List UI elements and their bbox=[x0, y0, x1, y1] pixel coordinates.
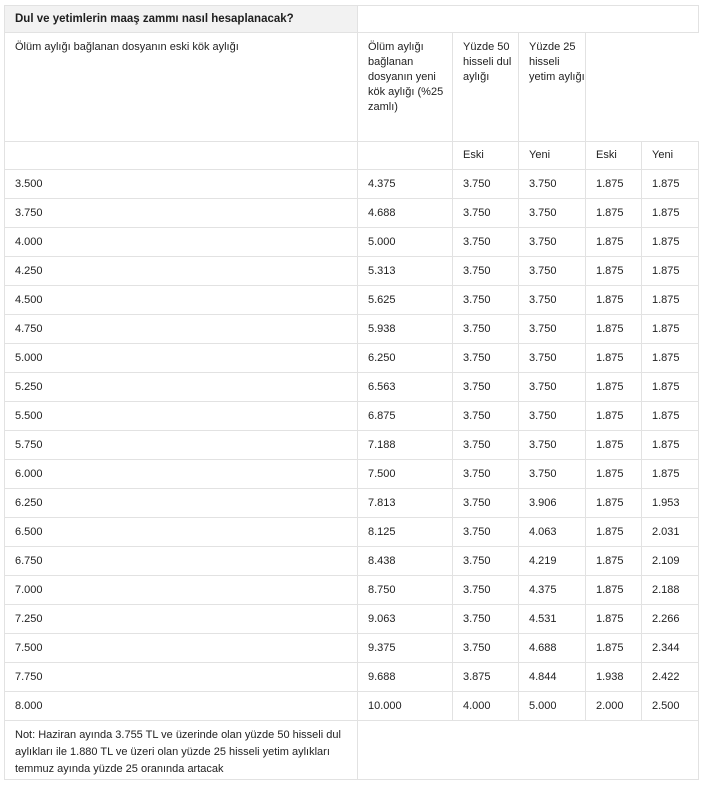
old-root-salary-cell: 4.750 bbox=[5, 315, 358, 344]
old-root-salary-cell: 4.000 bbox=[5, 228, 358, 257]
subheader-empty-1 bbox=[5, 142, 358, 170]
orphan-new-cell: 2.109 bbox=[642, 547, 699, 576]
new-root-salary-cell: 9.063 bbox=[358, 605, 453, 634]
orphan-new-cell: 2.422 bbox=[642, 663, 699, 692]
widow-old-cell: 3.750 bbox=[453, 489, 519, 518]
widow-old-cell: 3.750 bbox=[453, 257, 519, 286]
widow-new-cell: 3.750 bbox=[519, 315, 586, 344]
table-row bbox=[5, 663, 699, 692]
widow-new-cell: 4.063 bbox=[519, 518, 586, 547]
header-new-root-salary: Ölüm aylığı bağlanan dosyanın yeni kök aylığı (%25 zamlı) bbox=[358, 33, 453, 142]
widow-old-cell: 3.750 bbox=[453, 547, 519, 576]
old-root-salary-cell: 7.500 bbox=[5, 634, 358, 663]
widow-new-cell: 3.750 bbox=[519, 402, 586, 431]
old-root-salary-cell: 6.500 bbox=[5, 518, 358, 547]
orphan-old-cell: 1.875 bbox=[586, 518, 642, 547]
table-row bbox=[5, 460, 699, 489]
table-row bbox=[5, 228, 699, 257]
orphan-old-cell: 1.875 bbox=[586, 460, 642, 489]
orphan-new-cell: 1.875 bbox=[642, 373, 699, 402]
new-root-salary-cell: 5.938 bbox=[358, 315, 453, 344]
orphan-old-cell: 2.000 bbox=[586, 692, 642, 721]
old-root-salary-cell: 4.250 bbox=[5, 257, 358, 286]
orphan-new-cell: 1.875 bbox=[642, 315, 699, 344]
widow-new-cell: 4.375 bbox=[519, 576, 586, 605]
orphan-old-cell: 1.875 bbox=[586, 170, 642, 199]
subheader-orphan-old: Eski bbox=[586, 142, 642, 170]
orphan-old-cell: 1.875 bbox=[586, 199, 642, 228]
orphan-old-cell: 1.875 bbox=[586, 605, 642, 634]
title-empty-cell bbox=[358, 6, 699, 33]
orphan-new-cell: 1.875 bbox=[642, 431, 699, 460]
orphan-old-cell: 1.875 bbox=[586, 286, 642, 315]
orphan-old-cell: 1.875 bbox=[586, 228, 642, 257]
new-root-salary-cell: 5.625 bbox=[358, 286, 453, 315]
widow-new-cell: 3.906 bbox=[519, 489, 586, 518]
table-row bbox=[5, 344, 699, 373]
old-root-salary-cell: 8.000 bbox=[5, 692, 358, 721]
widow-old-cell: 3.750 bbox=[453, 199, 519, 228]
orphan-old-cell: 1.875 bbox=[586, 547, 642, 576]
new-root-salary-cell: 7.813 bbox=[358, 489, 453, 518]
widow-new-cell: 3.750 bbox=[519, 257, 586, 286]
subheader-empty-2 bbox=[358, 142, 453, 170]
new-root-salary-cell: 9.375 bbox=[358, 634, 453, 663]
widow-old-cell: 3.875 bbox=[453, 663, 519, 692]
salary-table bbox=[4, 5, 699, 780]
table-row bbox=[5, 315, 699, 344]
widow-new-cell: 3.750 bbox=[519, 199, 586, 228]
table-note: Not: Haziran ayında 3.755 TL ve üzerinde olan yüzde 50 hisseli dul aylıkları ile 1.880 TL ve üzeri olan yüzde 25 hisseli yetim aylıkları temmuz ayında yüzde 25 oranında artacak bbox=[5, 721, 358, 780]
orphan-new-cell: 1.953 bbox=[642, 489, 699, 518]
orphan-new-cell: 2.031 bbox=[642, 518, 699, 547]
orphan-old-cell: 1.875 bbox=[586, 373, 642, 402]
orphan-old-cell: 1.875 bbox=[586, 634, 642, 663]
table-row bbox=[5, 605, 699, 634]
table-row bbox=[5, 199, 699, 228]
orphan-old-cell: 1.875 bbox=[586, 257, 642, 286]
new-root-salary-cell: 5.313 bbox=[358, 257, 453, 286]
new-root-salary-cell: 7.188 bbox=[358, 431, 453, 460]
table-row bbox=[5, 547, 699, 576]
widow-old-cell: 3.750 bbox=[453, 634, 519, 663]
widow-new-cell: 3.750 bbox=[519, 460, 586, 489]
header-old-root-salary: Ölüm aylığı bağlanan dosyanın eski kök aylığı bbox=[5, 33, 358, 142]
old-root-salary-cell: 6.750 bbox=[5, 547, 358, 576]
table-row bbox=[5, 170, 699, 199]
widow-old-cell: 3.750 bbox=[453, 402, 519, 431]
table-row bbox=[5, 257, 699, 286]
header-orphan-salary: Yüzde 25 hisseli yetim aylığı bbox=[519, 33, 586, 142]
new-root-salary-cell: 8.438 bbox=[358, 547, 453, 576]
widow-new-cell: 3.750 bbox=[519, 344, 586, 373]
widow-new-cell: 3.750 bbox=[519, 431, 586, 460]
old-root-salary-cell: 5.500 bbox=[5, 402, 358, 431]
new-root-salary-cell: 8.125 bbox=[358, 518, 453, 547]
subheader-widow-new: Yeni bbox=[519, 142, 586, 170]
orphan-new-cell: 2.344 bbox=[642, 634, 699, 663]
orphan-new-cell: 1.875 bbox=[642, 257, 699, 286]
new-root-salary-cell: 7.500 bbox=[358, 460, 453, 489]
widow-new-cell: 3.750 bbox=[519, 373, 586, 402]
note-empty-cell bbox=[358, 721, 699, 780]
widow-old-cell: 3.750 bbox=[453, 170, 519, 199]
old-root-salary-cell: 3.500 bbox=[5, 170, 358, 199]
widow-new-cell: 4.219 bbox=[519, 547, 586, 576]
new-root-salary-cell: 8.750 bbox=[358, 576, 453, 605]
old-root-salary-cell: 6.250 bbox=[5, 489, 358, 518]
orphan-old-cell: 1.875 bbox=[586, 576, 642, 605]
widow-new-cell: 3.750 bbox=[519, 286, 586, 315]
new-root-salary-cell: 4.375 bbox=[358, 170, 453, 199]
orphan-old-cell: 1.875 bbox=[586, 431, 642, 460]
widow-new-cell: 5.000 bbox=[519, 692, 586, 721]
widow-new-cell: 4.688 bbox=[519, 634, 586, 663]
widow-old-cell: 3.750 bbox=[453, 605, 519, 634]
old-root-salary-cell: 4.500 bbox=[5, 286, 358, 315]
subheader-row bbox=[5, 142, 699, 170]
new-root-salary-cell: 6.250 bbox=[358, 344, 453, 373]
orphan-new-cell: 1.875 bbox=[642, 402, 699, 431]
orphan-old-cell: 1.875 bbox=[586, 344, 642, 373]
table-row bbox=[5, 431, 699, 460]
orphan-old-cell: 1.875 bbox=[586, 402, 642, 431]
new-root-salary-cell: 10.000 bbox=[358, 692, 453, 721]
widow-old-cell: 3.750 bbox=[453, 518, 519, 547]
widow-new-cell: 3.750 bbox=[519, 228, 586, 257]
subheader-orphan-new: Yeni bbox=[642, 142, 699, 170]
old-root-salary-cell: 5.250 bbox=[5, 373, 358, 402]
table-row bbox=[5, 692, 699, 721]
old-root-salary-cell: 7.250 bbox=[5, 605, 358, 634]
orphan-new-cell: 1.875 bbox=[642, 228, 699, 257]
old-root-salary-cell: 5.000 bbox=[5, 344, 358, 373]
orphan-new-cell: 2.500 bbox=[642, 692, 699, 721]
old-root-salary-cell: 7.750 bbox=[5, 663, 358, 692]
orphan-old-cell: 1.875 bbox=[586, 489, 642, 518]
orphan-old-cell: 1.938 bbox=[586, 663, 642, 692]
new-root-salary-cell: 6.563 bbox=[358, 373, 453, 402]
widow-old-cell: 3.750 bbox=[453, 344, 519, 373]
widow-old-cell: 3.750 bbox=[453, 576, 519, 605]
table-row bbox=[5, 373, 699, 402]
table-row bbox=[5, 518, 699, 547]
widow-new-cell: 3.750 bbox=[519, 170, 586, 199]
table-row bbox=[5, 402, 699, 431]
table-row bbox=[5, 576, 699, 605]
orphan-new-cell: 1.875 bbox=[642, 170, 699, 199]
widow-old-cell: 3.750 bbox=[453, 460, 519, 489]
note-row bbox=[5, 721, 699, 780]
widow-old-cell: 4.000 bbox=[453, 692, 519, 721]
new-root-salary-cell: 9.688 bbox=[358, 663, 453, 692]
subheader-widow-old: Eski bbox=[453, 142, 519, 170]
old-root-salary-cell: 5.750 bbox=[5, 431, 358, 460]
title-row bbox=[5, 6, 699, 33]
table-title: Dul ve yetimlerin maaş zammı nasıl hesaplanacak? bbox=[5, 6, 358, 33]
orphan-new-cell: 1.875 bbox=[642, 344, 699, 373]
orphan-new-cell: 2.266 bbox=[642, 605, 699, 634]
orphan-new-cell: 1.875 bbox=[642, 460, 699, 489]
table-row bbox=[5, 286, 699, 315]
new-root-salary-cell: 6.875 bbox=[358, 402, 453, 431]
orphan-new-cell: 2.188 bbox=[642, 576, 699, 605]
widow-old-cell: 3.750 bbox=[453, 286, 519, 315]
header-widow-salary: Yüzde 50 hisseli dul aylığı bbox=[453, 33, 519, 142]
table-row bbox=[5, 489, 699, 518]
widow-old-cell: 3.750 bbox=[453, 373, 519, 402]
orphan-old-cell: 1.875 bbox=[586, 315, 642, 344]
widow-old-cell: 3.750 bbox=[453, 315, 519, 344]
widow-old-cell: 3.750 bbox=[453, 431, 519, 460]
widow-old-cell: 3.750 bbox=[453, 228, 519, 257]
widow-new-cell: 4.844 bbox=[519, 663, 586, 692]
old-root-salary-cell: 7.000 bbox=[5, 576, 358, 605]
header-empty-cell bbox=[586, 33, 699, 142]
table-row bbox=[5, 634, 699, 663]
orphan-new-cell: 1.875 bbox=[642, 199, 699, 228]
old-root-salary-cell: 3.750 bbox=[5, 199, 358, 228]
widow-new-cell: 4.531 bbox=[519, 605, 586, 634]
old-root-salary-cell: 6.000 bbox=[5, 460, 358, 489]
orphan-new-cell: 1.875 bbox=[642, 286, 699, 315]
new-root-salary-cell: 5.000 bbox=[358, 228, 453, 257]
new-root-salary-cell: 4.688 bbox=[358, 199, 453, 228]
header-row bbox=[5, 33, 699, 142]
